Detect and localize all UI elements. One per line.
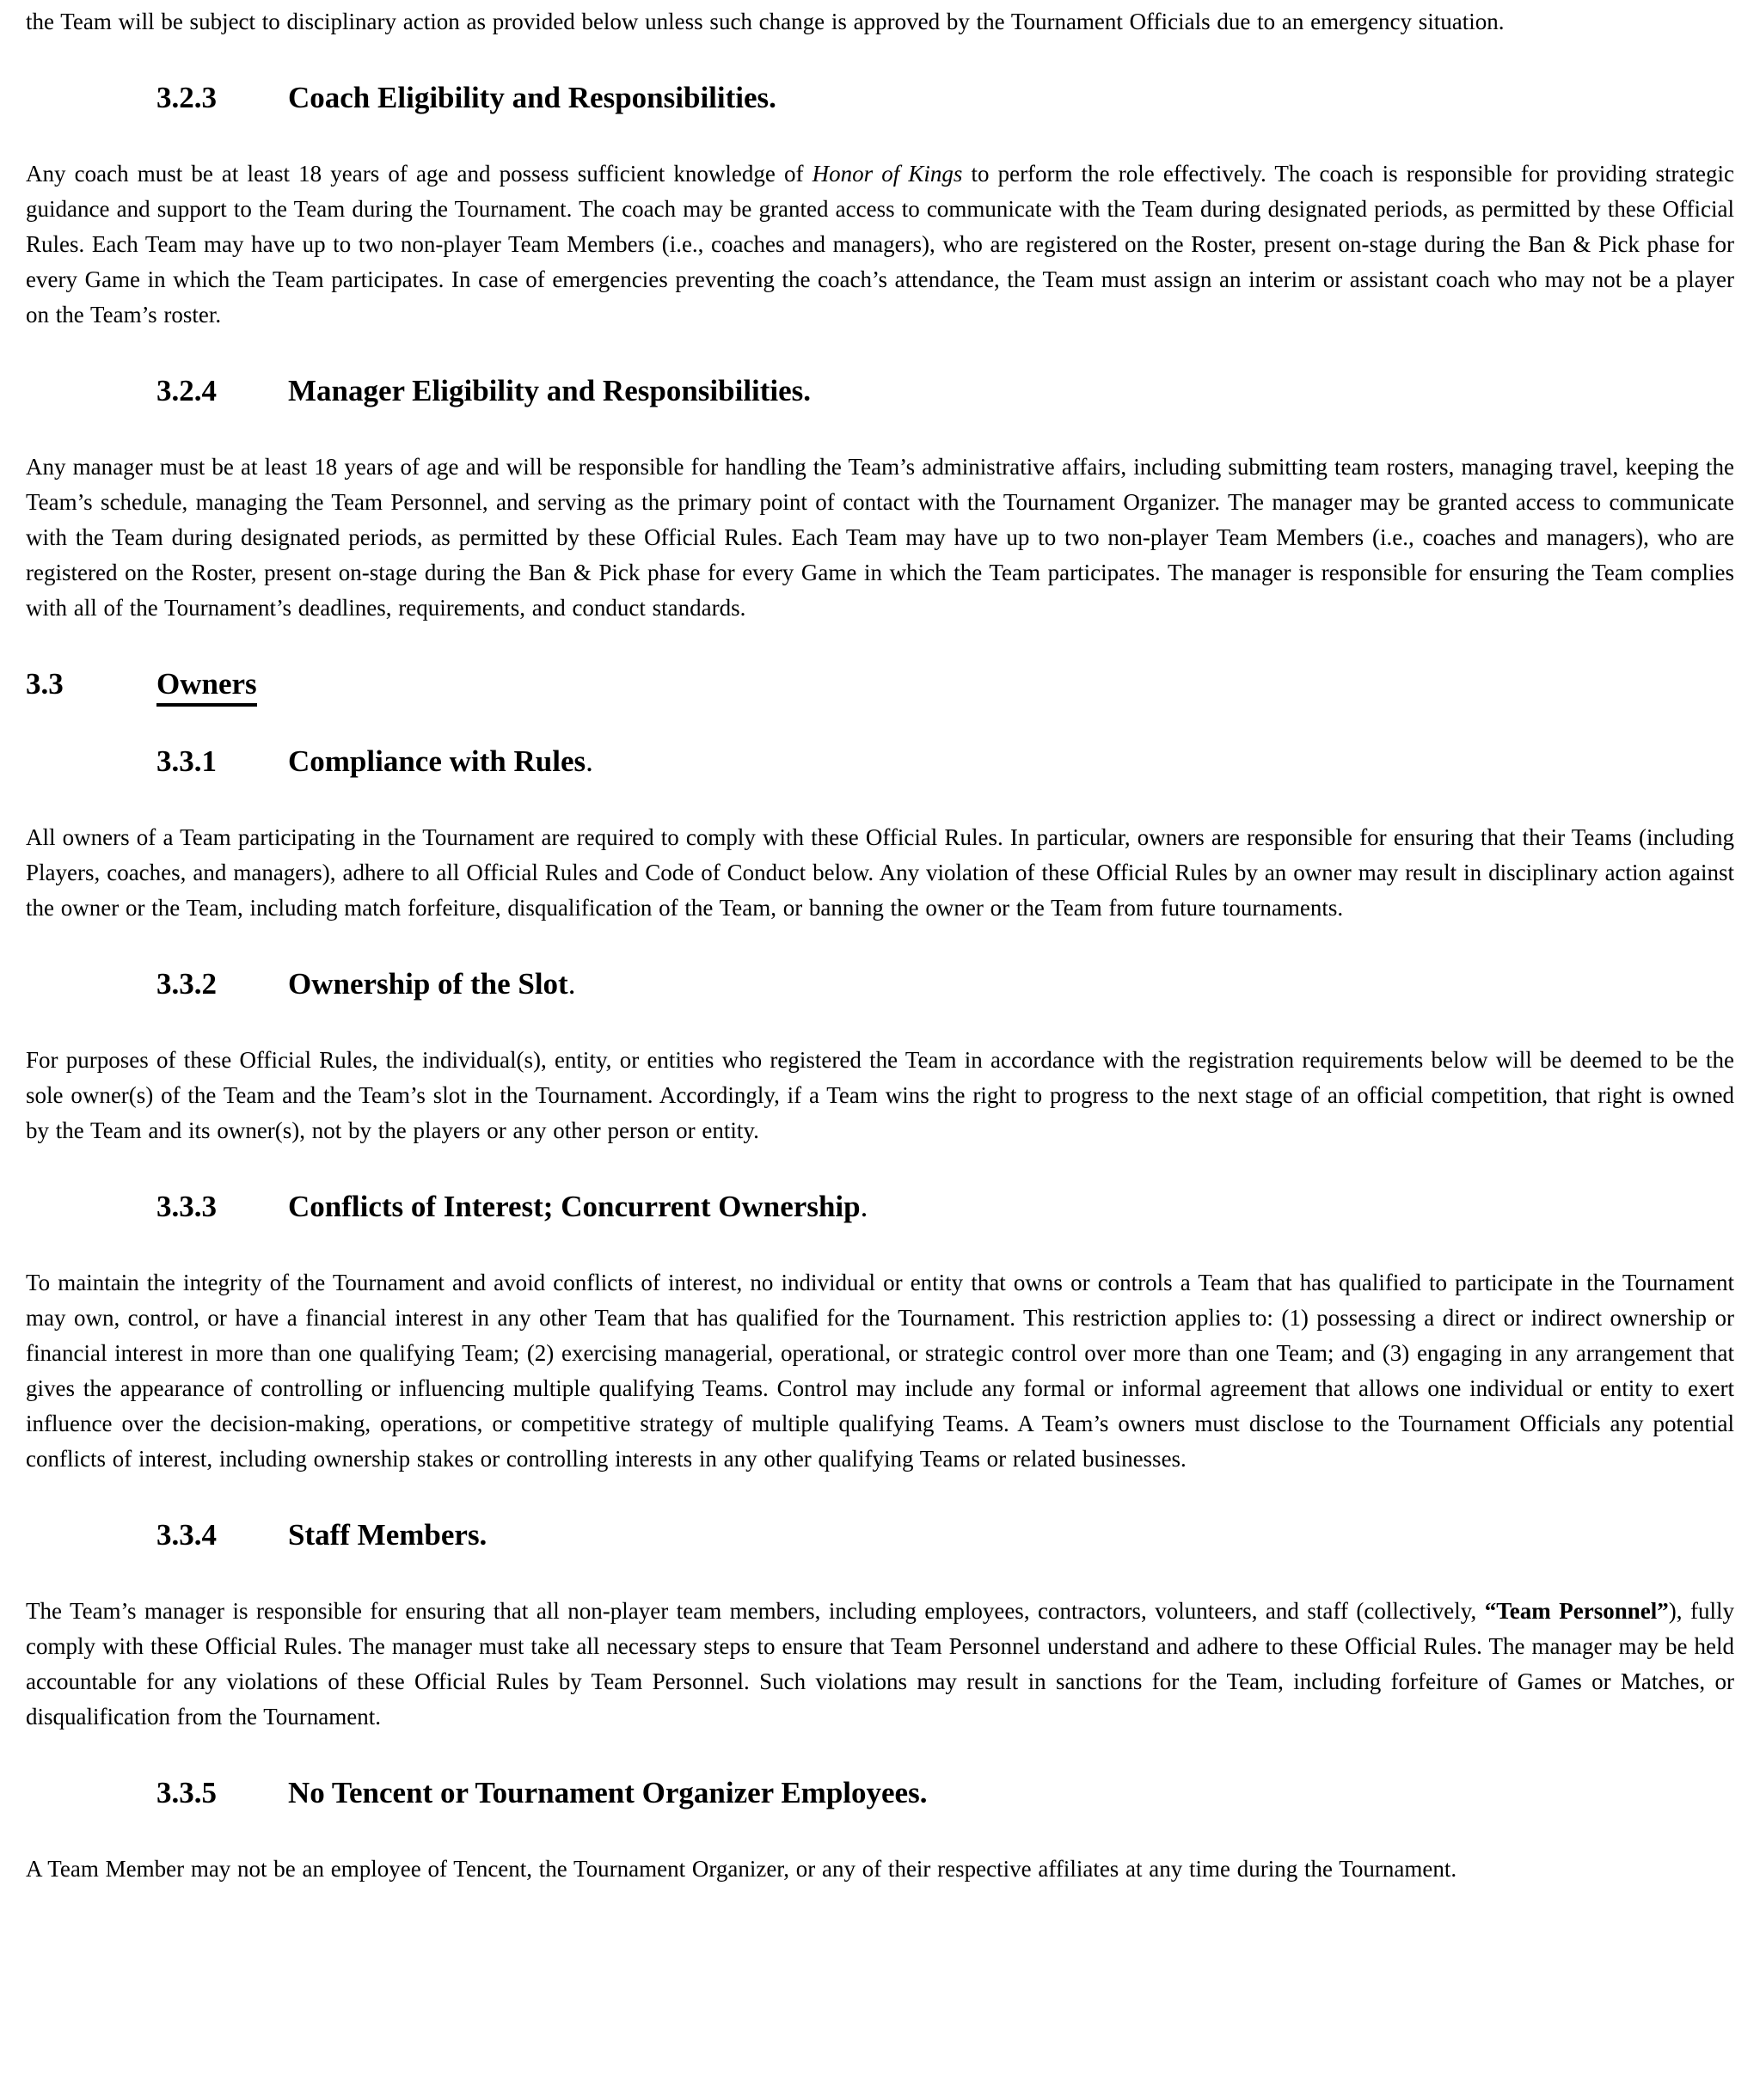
heading-3-3-3-conflicts-of-interest (26, 1188, 1734, 1226)
heading-number: 3.3.1 (156, 744, 217, 778)
heading-number: 3.3.2 (156, 967, 217, 1001)
heading-title: Manager Eligibility and Responsibilities. (288, 374, 812, 407)
paragraph-disciplinary-continuation: the Team will be subject to disciplinary action as provided below unless such change is approved by the Tournament Officials due to an emergency situation. (26, 9, 1505, 34)
heading-3-3-1-compliance-with-rules (26, 743, 1734, 781)
heading-number: 3.3.3 (156, 1190, 217, 1223)
heading-title: Coach Eligibility and Responsibilities. (288, 81, 776, 114)
paragraph-coach-eligibility: Any coach must be at least 18 years of age and possess sufficient knowledge of Honor of Kings to perform the role effectively. The coach is responsible for providing strategic guidance and support to the Team during the Tournament. The coach may be granted access to communicate with the Team during designated periods, as permitted by these Official Rules. Each Team may have up to two non-player Team Members (i.e., coaches and managers), who are registered on the Roster, present on-stage during the Ban & Pick phase for every Game in which the Team participates. In case of emergencies preventing the coach’s attendance, the Team must assign an interim or assistant coach who may not be a player on the Team’s roster. (26, 161, 1734, 328)
paragraph-compliance-with-rules: All owners of a Team participating in the Tournament are required to comply with these Official Rules. In particular, owners are responsible for ensuring that their Teams (including Players, coaches, and managers), adhere to all Official Rules and Code of Conduct below. Any violation of these Official Rules by an owner may result in disciplinary action against the owner or the Team, including match forfeiture, disqualification of the Team, or banning the owner or the Team from future tournaments. (26, 824, 1734, 921)
heading-number: 3.2.4 (156, 374, 217, 407)
heading-title: Conflicts of Interest; Concurrent Ownership. (288, 1190, 868, 1223)
heading-3-2-3-coach-eligibility (26, 79, 1734, 117)
heading-number: 3.3 (26, 667, 64, 701)
heading-3-3-4-staff-members (26, 1516, 1734, 1554)
heading-number: 3.2.3 (156, 81, 217, 114)
heading-number: 3.3.4 (156, 1518, 217, 1552)
paragraph-conflicts-of-interest: To maintain the integrity of the Tournament and avoid conflicts of interest, no individual or entity that owns or controls a Team that has qualified to participate in the Tournament may own, control, or have a financial interest in any other Team that has qualified for the Tournament. This restriction applies to: (1) possessing a direct or indirect ownership or financial interest in more than one qualifying Team; (2) exercising managerial, operational, or strategic control over more than one Team; and (3) engaging in any arrangement that gives the appearance of controlling or influencing multiple qualifying Teams. Control may include any formal or informal agreement that allows one individual or entity to exert influence over the decision-making, operations, or competitive strategy of multiple qualifying Teams. A Team’s owners must disclose to the Tournament Officials any potential conflicts of interest, including ownership stakes or controlling interests in any other qualifying Teams or related businesses. (26, 1270, 1734, 1472)
paragraph-ownership-of-slot: For purposes of these Official Rules, the individual(s), entity, or entities who registered the Team in accordance with the registration requirements below will be deemed to be the sole owner(s) of the Team and the Team’s slot in the Tournament. Accordingly, if a Team wins the right to progress to the next stage of an official competition, that right is owned by the Team and its owner(s), not by the players or any other person or entity. (26, 1047, 1734, 1143)
paragraph-staff-members: The Team’s manager is responsible for ensuring that all non-player team members, including employees, contractors, volunteers, and staff (collectively, “Team Personnel”), fully comply with these Official Rules. The manager must take all necessary steps to ensure that Team Personnel understand and adhere to these Official Rules. The manager may be held accountable for any violations of these Official Rules by Team Personnel. Such violations may result in sanctions for the Team, including forfeiture of Games or Matches, or disqualification from the Tournament. (26, 1598, 1734, 1730)
heading-3-3-5-no-tencent-employees (26, 1774, 1734, 1812)
heading-title: Ownership of the Slot. (288, 967, 576, 1001)
paragraph-no-tencent-employees: A Team Member may not be an employee of Tencent, the Tournament Organizer, or any of their respective affiliates at any time during the Tournament. (26, 1856, 1457, 1882)
heading-number: 3.3.5 (156, 1776, 217, 1809)
heading-title: Compliance with Rules. (288, 744, 593, 778)
heading-3-3-owners (26, 665, 1734, 703)
heading-title: Owners (156, 667, 257, 707)
heading-3-3-2-ownership-of-slot (26, 965, 1734, 1003)
paragraph-manager-eligibility: Any manager must be at least 18 years of age and will be responsible for handling the Team’s administrative affairs, including submitting team rosters, managing travel, keeping the Team’s schedule, managing the Team Personnel, and serving as the primary point of contact with the Tournament Organizer. The manager may be granted access to communicate with the Team during designated periods, as permitted by these Official Rules. Each Team may have up to two non-player Team Members (i.e., coaches and managers), who are registered on the Roster, present on-stage during the Ban & Pick phase for every Game in which the Team participates. The manager is responsible for ensuring the Team complies with all of the Tournament’s deadlines, requirements, and conduct standards. (26, 454, 1734, 621)
heading-3-2-4-manager-eligibility (26, 372, 1734, 410)
heading-title: Staff Members. (288, 1518, 488, 1552)
heading-title: No Tencent or Tournament Organizer Employees. (288, 1776, 928, 1809)
